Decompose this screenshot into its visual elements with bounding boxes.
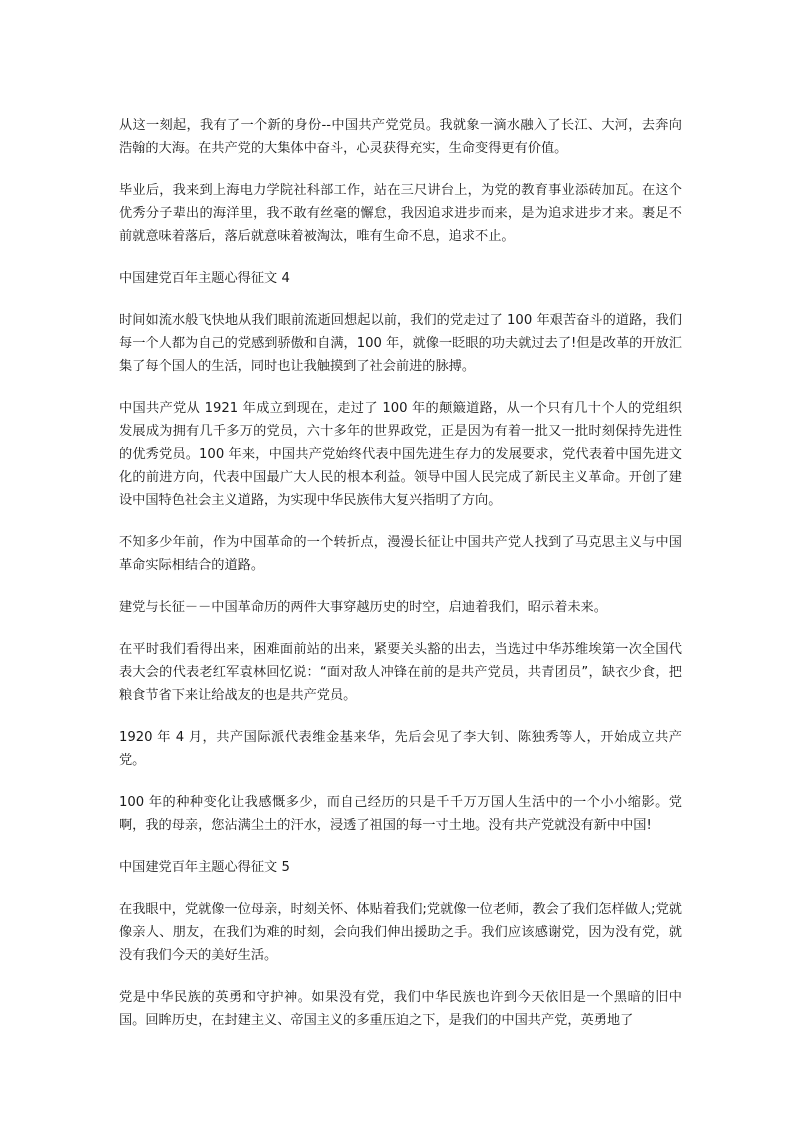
- document-body: [119, 114, 682, 1051]
- paragraph: 不知多少年前，作为中国革命的一个转折点，漫漫长征让中国共产党人找到了马克思主义与中国革命实际相结合的道路。: [119, 535, 682, 573]
- paragraph: 从这一刻起，我有了一个新的身份--中国共产党党员。我就象一滴水融入了长江、大河，去奔向浩翰的大海。在共产党的大集体中奋斗，心灵获得充实，生命变得更有价值。: [119, 118, 682, 156]
- paragraph: 建党与长征－－中国革命历的两件大事穿越历史的时空，启迪着我们，昭示着未来。: [119, 600, 607, 615]
- paragraph: 1920 年 4 月，共产国际派代表维金基来华，先后会见了李大钊、陈独秀等人，开始成立共产党。: [119, 730, 682, 768]
- paragraph: 中国共产党从 1921 年成立到现在，走过了 100 年的颠簸道路，从一个只有几十个人的党组织发展成为拥有几千多万的党员，六十多年的世界政党，正是因为有着一批又一批时刻保持先进性的优秀党员。100 年来，中国共产党始终代表中国先进生存力的发展要求，党代表着中国先进文化的前进方向，代表中国最广大人民的根本利益。领导中国人民完成了新民主义革命。开创了建设中国特色社会主义道路，为实现中华民族伟大复兴指明了方向。: [119, 401, 682, 508]
- section-heading: 中国建党百年主题心得征文 5: [119, 860, 290, 875]
- paragraph: 党是中华民族的英勇和守护神。如果没有党，我们中华民族也许到今天依旧是一个黑暗的旧中国。回眸历史，在封建主义、帝国主义的多重压迫之下，是我们的中国共产党，英勇地了: [119, 990, 682, 1028]
- paragraph: 在我眼中，党就像一位母亲，时刻关怀、体贴着我们;党就像一位老师，教会了我们怎样做人;党就像亲人、朋友，在我们为难的时刻，会向我们伸出援助之手。我们应该感谢党，因为没有党，就没有我们今天的美好生活。: [119, 902, 682, 963]
- paragraph: 在平时我们看得出来，困难面前站的出来，紧要关头豁的出去，当选过中华苏维埃第一次全国代表大会的代表老红军袁林回忆说：“面对敌人冲锋在前的是共产党员，共青团员”，缺衣少食，把粮食节省下来让给战友的也是共产党员。: [119, 642, 682, 703]
- paragraph: 100 年的种种变化让我感慨多少，而自己经历的只是千千万万国人生活中的一个小小缩影。党啊，我的母亲，您沾满尘土的汗水，浸透了祖国的每一寸土地。没有共产党就没有新中中国!: [119, 795, 682, 833]
- section-heading: 中国建党百年主题心得征文 4: [119, 271, 290, 286]
- paragraph: 毕业后，我来到上海电力学院社科部工作，站在三尺讲台上，为党的教育事业添砖加瓦。在这个优秀分子辈出的海洋里，我不敢有丝毫的懈怠，我因追求进步而来，是为追求进步才来。裹足不前就意味着落后，落后就意味着被淘汰，唯有生命不息，追求不止。: [119, 183, 682, 244]
- paragraph: 时间如流水般飞快地从我们眼前流逝回想起以前，我们的党走过了 100 年艰苦奋斗的道路，我们每一个人都为自己的党感到骄傲和自满，100 年，就像一眨眼的功夫就过去了!但是改革的开放汇集了每个国人的生活，同时也让我触摸到了社会前进的脉搏。: [119, 313, 682, 374]
